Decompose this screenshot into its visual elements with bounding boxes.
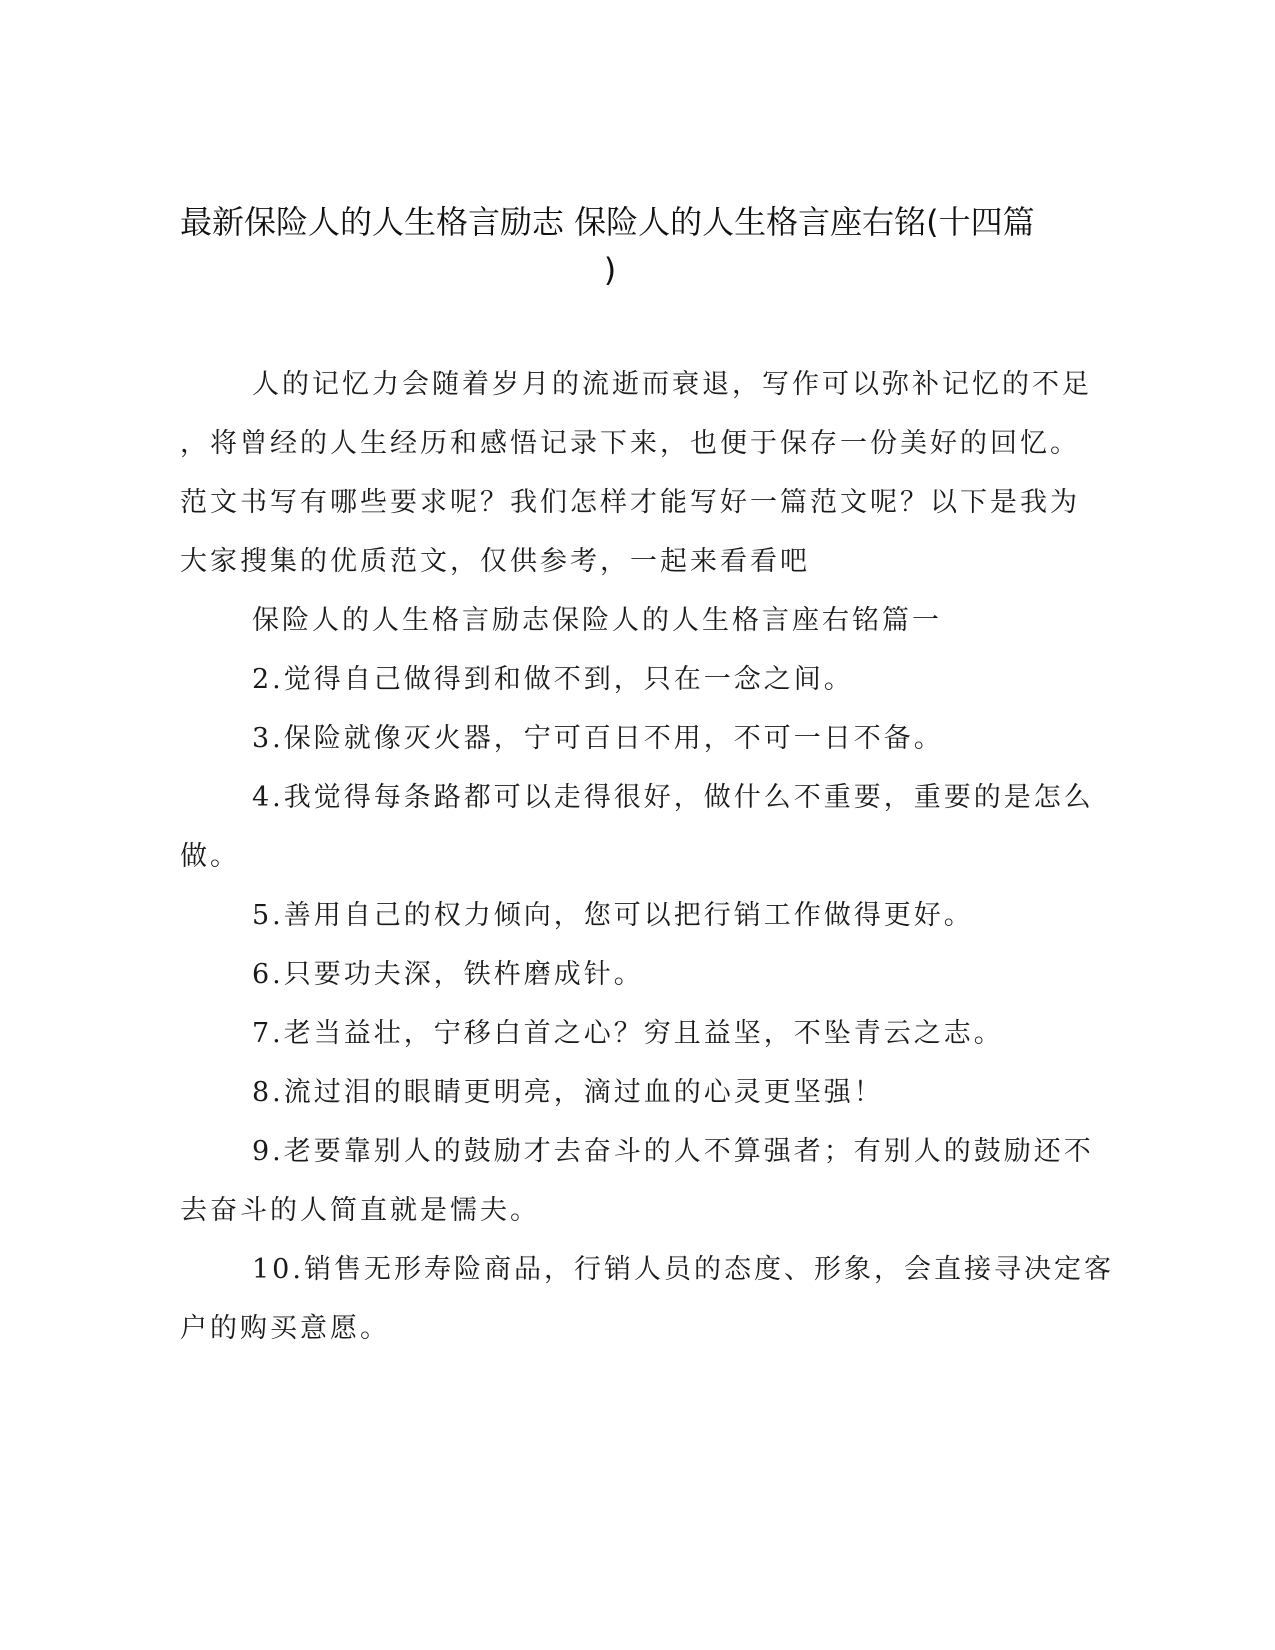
item-3: 3.保险就像灭火器，宁可百日不用，不可一日不备。 bbox=[252, 723, 944, 754]
intro-line-4: 大家搜集的优质范文，仅供参考，一起来看看吧 bbox=[180, 546, 810, 577]
document-title bbox=[180, 198, 1060, 294]
intro-line-3: 范文书写有哪些要求呢？我们怎样才能写好一篇范文呢？以下是我为 bbox=[180, 487, 1080, 518]
list-item bbox=[180, 1122, 1094, 1240]
title-line-2: ) bbox=[603, 251, 617, 289]
item-6: 6.只要功夫深，铁杵磨成针。 bbox=[252, 959, 644, 990]
item-9-line-1: 9.老要靠别人的鼓励才去奋斗的人不算强者；有别人的鼓励还不 bbox=[252, 1136, 1094, 1167]
document-body bbox=[180, 355, 1114, 1358]
list-item bbox=[180, 886, 1050, 945]
intro-line-2: ，将曾经的人生经历和感悟记录下来，也便于保存一份美好的回忆。 bbox=[180, 428, 1080, 459]
title-line-1: 最新保险人的人生格言励志 保险人的人生格言座右铭(十四篇 bbox=[180, 203, 1035, 241]
list-item bbox=[180, 768, 1094, 886]
item-8: 8.流过泪的眼睛更明亮，滴过血的心灵更坚强！ bbox=[252, 1077, 884, 1108]
intro-paragraph bbox=[180, 355, 1092, 591]
item-2: 2.觉得自己做得到和做不到，只在一念之间。 bbox=[252, 664, 854, 695]
item-4-line-2: 做。 bbox=[180, 841, 240, 872]
item-4-line-1: 4.我觉得每条路都可以走得很好，做什么不重要，重要的是怎么 bbox=[252, 782, 1094, 813]
item-10-line-1: 10.销售无形寿险商品，行销人员的态度、形象，会直接寻决定客 bbox=[252, 1254, 1114, 1285]
intro-line-1: 人的记忆力会随着岁月的流逝而衰退，写作可以弥补记忆的不足 bbox=[252, 369, 1092, 400]
item-5: 5.善用自己的权力倾向，您可以把行销工作做得更好。 bbox=[252, 900, 974, 931]
list-item bbox=[180, 1063, 1050, 1122]
list-item bbox=[180, 1240, 1114, 1358]
item-9-line-2: 去奋斗的人简直就是懦夫。 bbox=[180, 1195, 540, 1226]
section-heading: 保险人的人生格言励志保险人的人生格言座右铭篇一 bbox=[252, 605, 942, 636]
list-item bbox=[180, 945, 1050, 1004]
list-item bbox=[180, 709, 1050, 768]
list-item bbox=[180, 650, 1050, 709]
item-10-line-2: 户的购买意愿。 bbox=[180, 1313, 390, 1344]
item-7: 7.老当益壮，宁移白首之心？穷且益坚，不坠青云之志。 bbox=[252, 1018, 1004, 1049]
list-item bbox=[180, 1004, 1050, 1063]
